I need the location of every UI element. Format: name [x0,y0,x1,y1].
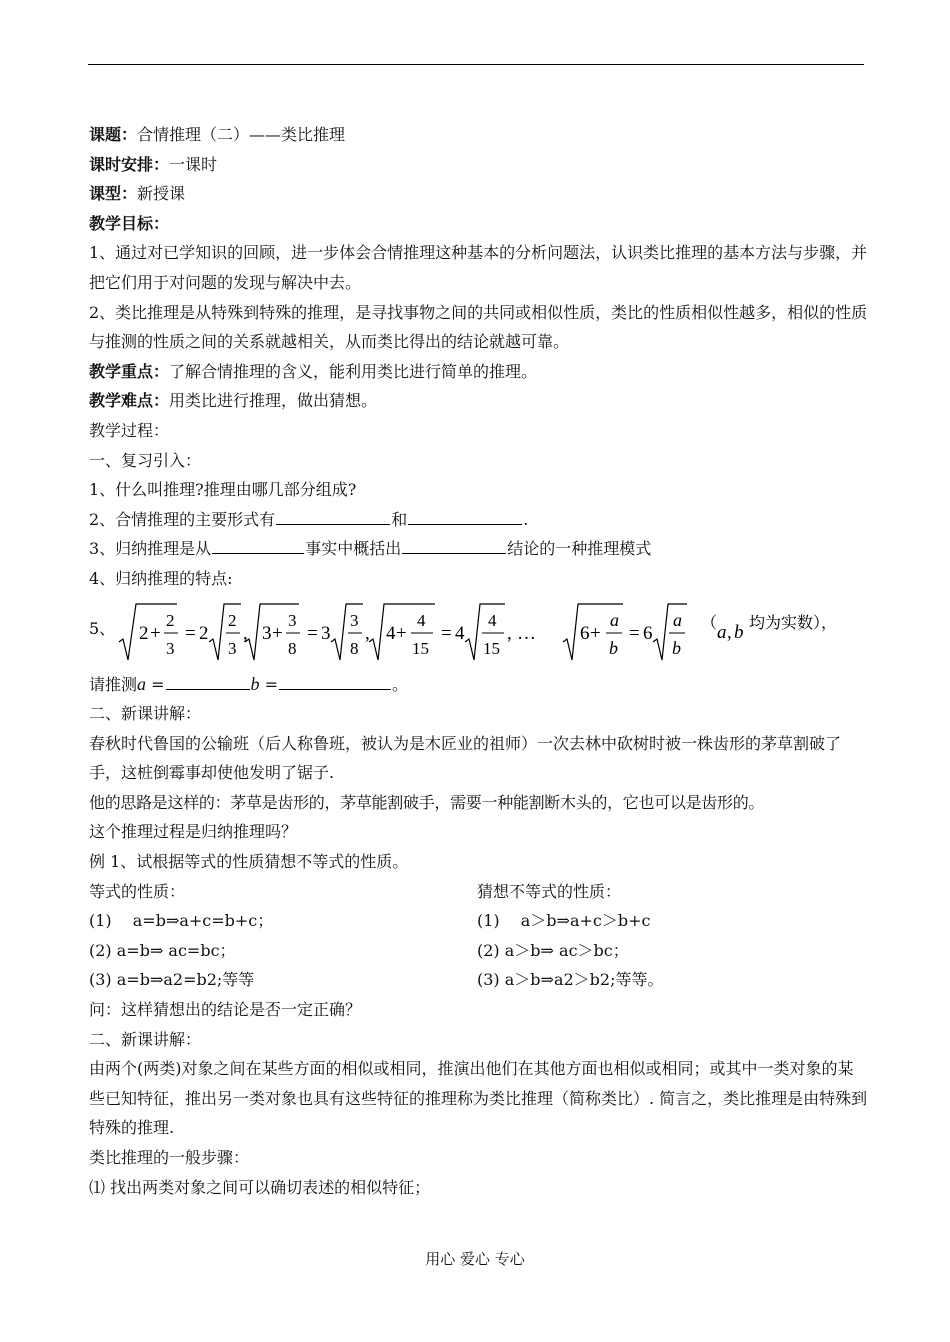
m-eq-3: = [441,622,452,644]
formula-svg [89,598,869,664]
m-den-15: 15 [412,638,429,658]
difficulty-text: 用类比进行推理，做出猜想。 [169,391,378,411]
review-q3 [89,534,869,564]
page-footer: 用心 爱心 专心 [425,1250,525,1268]
schedule-line [89,150,869,180]
m-den-8: 8 [288,638,297,658]
m-k6: 6 [643,622,653,644]
guess-blank-a[interactable] [166,671,250,690]
goal-2: 2、类比推理是从特殊到特殊的推理，是寻找事物之间的共同或相似性质，类比的性质相似性越多，相似的性质与推测的性质之间的关系就越相关，从而类比得出的结论就越可靠。 [89,302,868,352]
m-num-4b: 4 [488,610,497,630]
m-num-3b: 3 [350,610,359,630]
lesson2-title: 二、新课讲解： [89,1029,202,1049]
ineq-row-3: (3) a＞b⇒a2＞b2;等等。 [477,970,664,990]
m-num-4: 4 [417,610,426,630]
document-body [89,120,869,1202]
ineq-row-1: (1) a＞b⇒a+c＞b+c [477,911,651,931]
m-plus-2: + [272,622,283,644]
topic-label: 课题： [89,125,138,144]
guess-eq-a: = [151,674,165,694]
m-var-b1: b [609,637,618,658]
q2-text-a: 2、合情推理的主要形式有 [89,509,276,529]
review-title: 一、复习引入： [89,450,202,470]
m-k4: 4 [455,622,465,644]
lesson-question: 这个推理过程是归纳推理吗？ [89,822,298,842]
m-num-3: 3 [288,610,297,630]
schedule-label: 课时安排： [89,154,170,174]
m-var-a2: a [673,609,682,630]
m-den-3b: 3 [228,638,237,658]
eq-row-1: (1) a=b⇒a+c=b+c； [89,911,274,931]
guess-blank-b[interactable] [279,671,391,690]
q3-text-a: 3、归纳推理是从 [89,539,212,559]
m-k2: 2 [199,622,209,644]
q2-text-b: 和 [391,509,408,529]
m-plus-4: + [590,622,601,644]
type-line [89,179,869,209]
guess-eq-b: = [264,674,279,694]
lesson-idea: 他的思路是这样的：茅草是齿形的，茅草能割破手，需要一种能割断木头的，它也可以是齿形的。 [89,792,765,812]
guess-var-b: b [250,673,260,694]
eq-row-2: (2) a=b⇒ ac=bc； [89,940,236,960]
goal-1: 1、通过对已学知识的回顾，进一步体会合情推理这种基本的分析问题法，认识类比推理的基本方法与步骤，并把它们用于对问题的发现与解决中去。 [89,243,868,292]
example-title: 例 1、试根据等式的性质猜想不等式的性质。 [89,852,409,872]
m-var-b3: b [734,621,744,643]
q2-text-c: . [523,509,529,529]
m-k3: 3 [321,622,331,644]
m-eq-4: = [629,622,640,644]
q3-text-b: 事实中概括出 [305,539,402,559]
lesson2-definition: 由两个(两类)对象之间在某些方面的相似或相同，推演出他们在其他方面也相似或相同；或其中一类对象的某些已知特征，推出另一类对象也具有这些特征的推理称为类比推理（简称类比）. 简言之，类比推理是由特殊到特殊的推理. [89,1059,868,1138]
m-den-8b: 8 [350,638,359,658]
m-num-2: 2 [166,610,175,630]
m-var-b2: b [672,637,681,658]
formula-q5 [89,598,869,664]
lesson-story: 春秋时代鲁国的公输班（后人称鲁班，被认为是木匠业的祖师）一次去林中砍树时被一株齿形的茅草割破了手，这桩倒霉事却使他发明了锯子. [89,733,842,783]
guess-var-a: a [137,673,147,694]
q3-blank-2[interactable] [402,535,506,554]
review-q2 [89,505,869,535]
m-comma-3: , [507,622,512,644]
process-title: 教学过程： [89,420,170,440]
guess-label: 请推测 [89,674,138,694]
q2-blank-2[interactable] [408,506,522,525]
m-comma-4: , [727,621,732,643]
guess-end: 。 [392,674,409,694]
m-var-a1: a [610,609,619,630]
m-3a: 3 [262,622,272,644]
q3-text-c: 结论的一种推理模式 [507,539,652,559]
difficulty-line [89,386,869,416]
q3-blank-1[interactable] [212,535,304,554]
focus-line [89,357,869,387]
m-var-a3: a [717,621,727,643]
m-den-15b: 15 [483,638,500,658]
type-label: 课型： [89,184,138,204]
m-eq-2: = [307,622,318,644]
header-rule [88,64,864,65]
m-plus-3: + [396,622,407,644]
review-q1: 1、什么叫推理?推理由哪几部分组成? [89,480,357,500]
focus-label: 教学重点： [89,361,170,381]
m-den-3: 3 [166,638,175,658]
guess-line [89,670,869,700]
q2-blank-1[interactable] [276,506,390,525]
m-comma-2: , [365,622,370,644]
eq-row-3: (3) a=b⇒a2=b2;等等 [89,970,255,990]
goals-label: 教学目标： [89,213,170,233]
q5-number: 5、 [89,618,116,638]
difficulty-label: 教学难点： [89,391,170,411]
property-row-3 [89,965,869,995]
topic-value: 合情推理（二）——类比推理 [137,125,346,144]
m-eq-1: = [185,622,196,644]
focus-text: 了解合情推理的含义，能利用类比进行简单的推理。 [169,361,538,381]
m-plus-1: + [150,622,161,644]
step-1: ⑴ 找出两类对象之间可以确切表述的相似特征； [89,1177,431,1197]
m-4a: 4 [386,622,396,644]
property-header-row [89,877,869,907]
steps-title: 类比推理的一般步骤： [89,1148,250,1167]
lesson-title: 二、新课讲解： [89,704,202,724]
m-comma-1: , [243,622,248,644]
ineq-row-2: (2) a＞b⇒ ac＞bc； [477,940,629,960]
ask-line: 问：这样猜想出的结论是否一定正确？ [89,1000,362,1020]
property-row-1 [89,906,869,936]
ineq-header: 猜想不等式的性质： [477,881,622,901]
m-paren-open: （ [701,612,718,632]
topic-line [89,120,869,150]
review-q4: 4、归纳推理的特点: [89,568,233,588]
m-num-2b: 2 [228,610,237,630]
m-ellipsis: … [517,622,536,644]
property-row-2 [89,936,869,966]
m-6a: 6 [580,622,590,644]
m-2a: 2 [139,622,149,644]
schedule-value: 一课时 [169,154,218,174]
q5-tail: 均为实数）， [749,612,838,632]
type-value: 新授课 [137,184,186,204]
eq-header: 等式的性质： [89,881,186,901]
